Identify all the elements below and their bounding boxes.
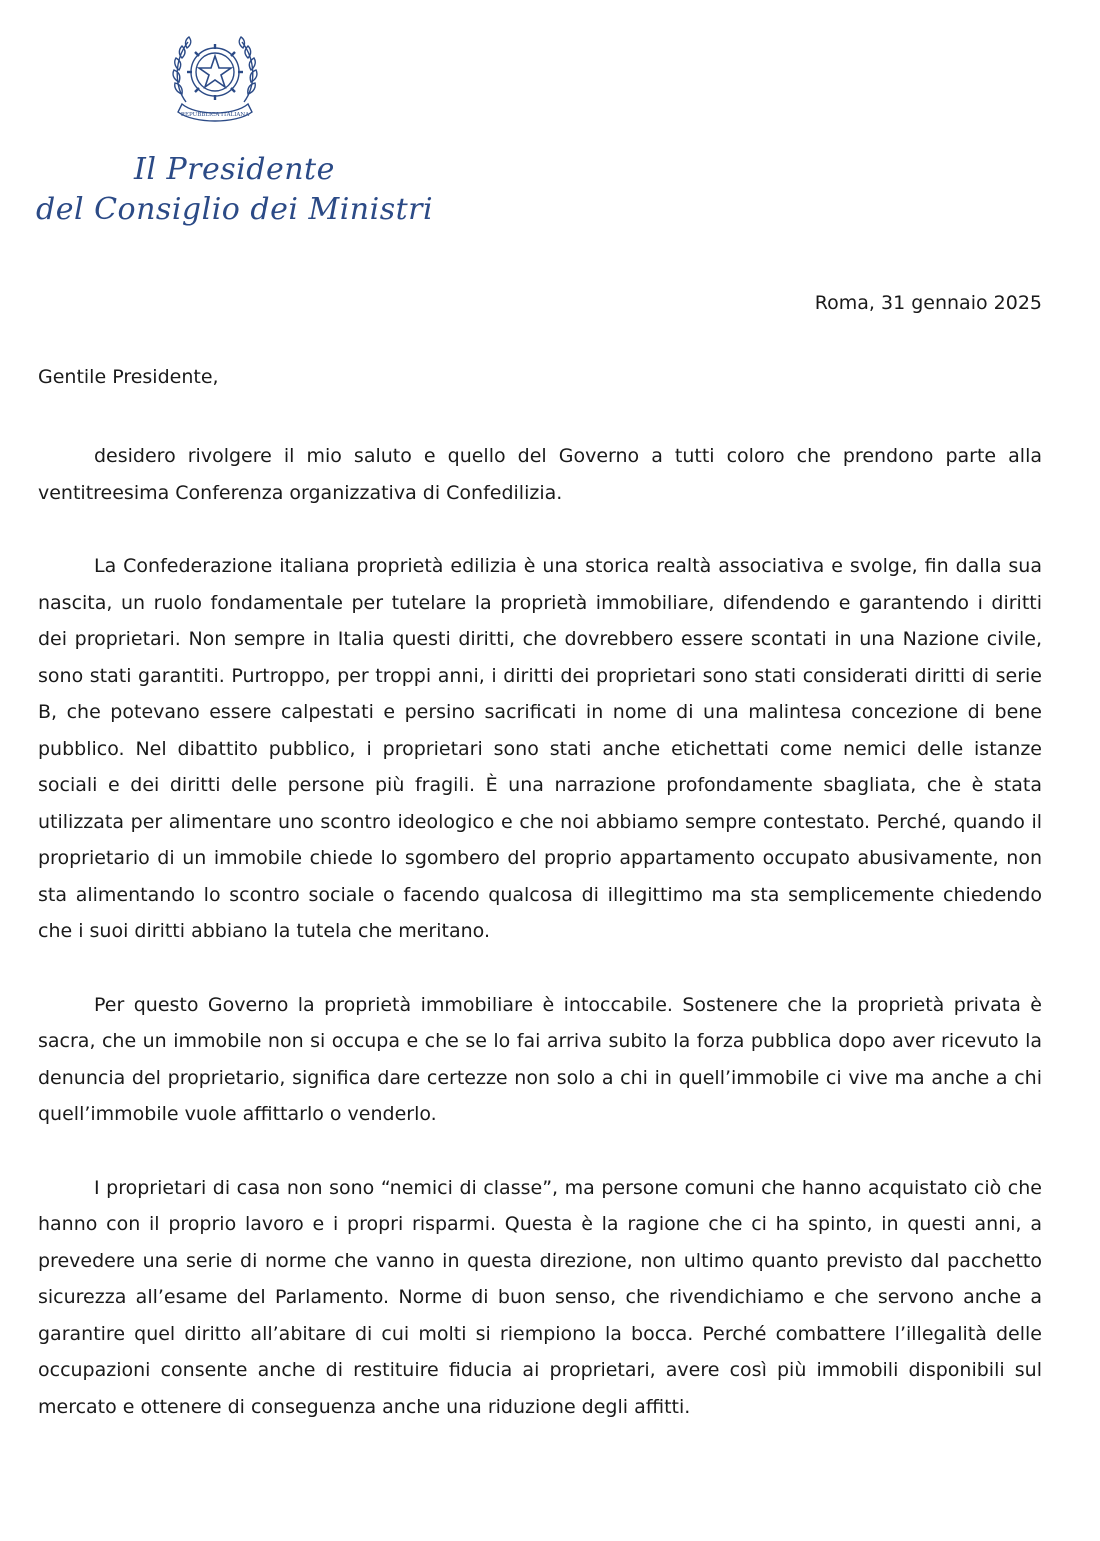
letterhead <box>30 20 434 240</box>
letter-paragraph: desidero rivolgere il mio saluto e quello del Governo a tutti coloro che prendono parte alla ventitreesima Conferenza organizzativa di Confedilizia. <box>38 445 1042 504</box>
letter-paragraph: La Confederazione italiana proprietà edilizia è una storica realtà associativa e svolge, fin dalla sua nascita, un ruolo fondamentale per tutelare la proprietà immobiliare, difendendo e garantendo i diritti dei proprietari. Non sempre in Italia questi diritti, che dovrebbero essere scontati in una Nazione civile, sono stati garantiti. Purtroppo, per troppi anni, i diritti dei proprietari sono stati considerati diritti di serie B, che potevano essere calpestati e persino sacrificati in nome di una malintesa concezione di bene pubblico. Nel dibattito pubblico, i proprietari sono stati anche etichettati come nemici delle istanze sociali e dei diritti delle persone più fragili. È una narrazione profondamente sbagliata, che è stata utilizzata per alimentare uno scontro ideologico e che noi abbiamo sempre contestato. Perché, quando il proprietario di un immobile chiede lo sgombero del proprio appartamento occupato abusivamente, non sta alimentando lo scontro sociale o facendo qualcosa di illegittimo ma sta semplicemente chiedendo che i suoi diritti abbiano la tutela che meritano. <box>38 555 1042 942</box>
emblem-ribbon-text: REPUBBLICA ITALIANA <box>180 112 250 118</box>
italian-republic-emblem-icon <box>168 24 262 126</box>
letter-paragraph: Per questo Governo la proprietà immobiliare è intoccabile. Sostenere che la proprietà privata è sacra, che un immobile non si occupa e che se lo fai arriva subito la forza pubblica dopo aver ricevuto la denuncia del proprietario, significa dare certezze non solo a chi in quell’immobile ci vive ma anche a chi quell’immobile vuole affittarlo o venderlo. <box>38 993 1042 1125</box>
letter-body <box>38 438 1042 1462</box>
letter-date: Roma, 31 gennaio 2025 <box>814 292 1042 314</box>
letter-paragraph: I proprietari di casa non sono “nemici di classe”, ma persone comuni che hanno acquistato ciò che hanno con il proprio lavoro e i propri risparmi. Questa è la ragione che ci ha spinto, in questi anni, a prevedere una serie di norme che vanno in questa direzione, non ultimo quanto previsto dal pacchetto sicurezza all’esame del Parlamento. Norme di buon senso, che rivendichiamo e che servono anche a garantire quel diritto all’abitare di cui molti si riempiono la bocca. Perché combattere l’illegalità delle occupazioni consente anche di restituire fiducia ai proprietari, avere così più immobili disponibili sul mercato e ottenere di conseguenza anche una riduzione degli affitti. <box>38 1176 1042 1418</box>
letter-salutation: Gentile Presidente, <box>38 366 219 388</box>
office-title-line2: del Consiglio dei Ministri <box>36 192 434 227</box>
office-title-line1: Il Presidente <box>134 152 335 187</box>
